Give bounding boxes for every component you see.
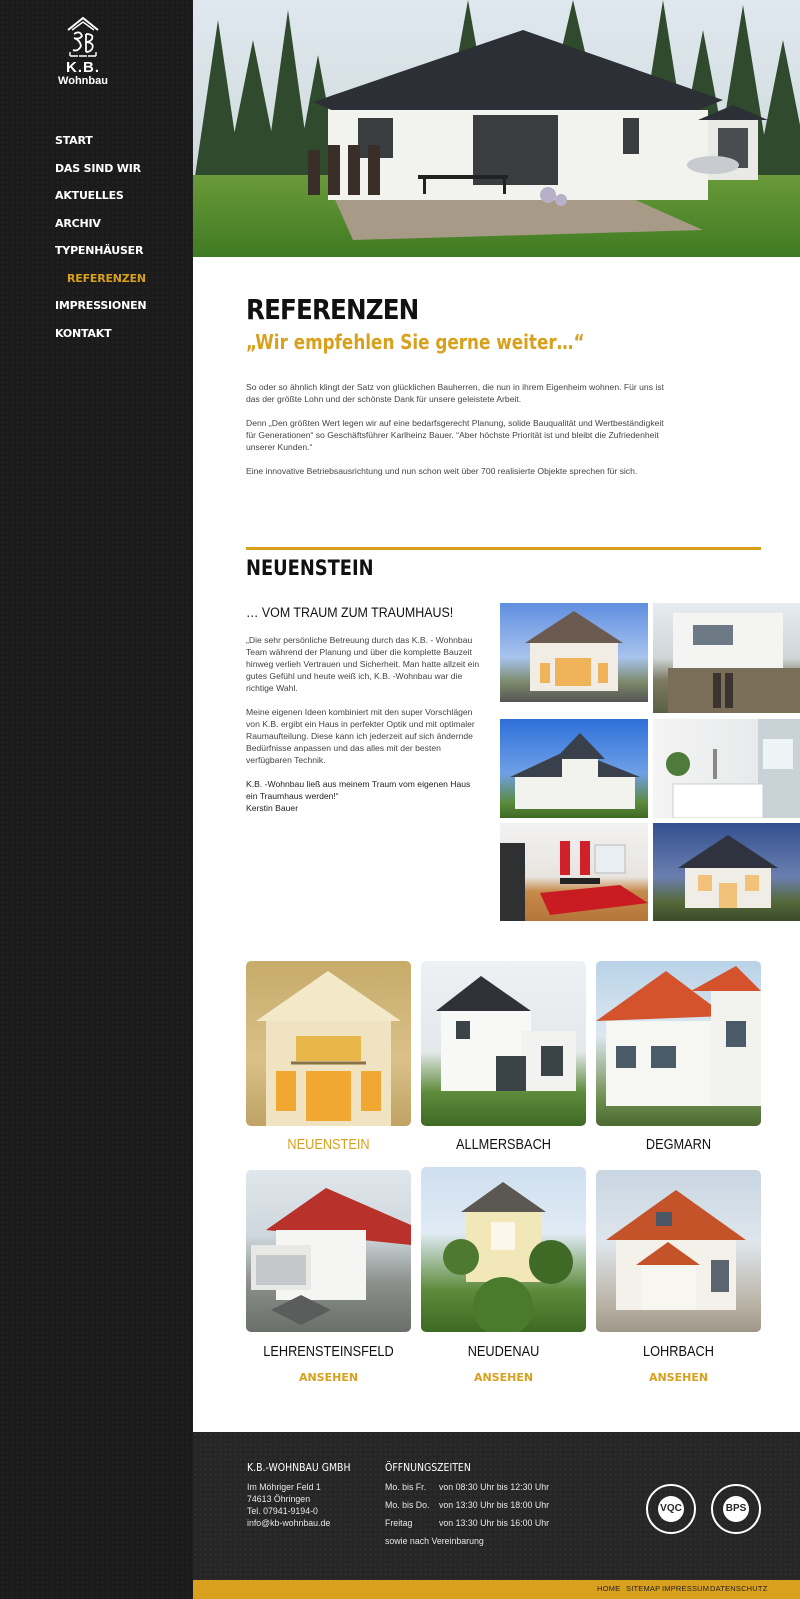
hero-image [193, 0, 800, 257]
house-logo-icon [66, 16, 100, 60]
bps-badge-icon [711, 1484, 761, 1534]
nav-item-aktuelles[interactable]: AKTUELLES [55, 189, 124, 202]
page-subtitle: „Wir empfehlen Sie gerne weiter…“ [246, 330, 585, 354]
footer-city: 74613 Öhringen [247, 1494, 311, 1504]
project-link-neudenau[interactable]: ANSEHEN [473, 1371, 534, 1384]
project-title-lohrbach[interactable]: LOHRBACH [643, 1344, 714, 1360]
gallery-image[interactable] [500, 823, 648, 921]
intro-paragraph: So oder so ähnlich klingt der Satz von glücklichen Bauherren, die nun in ihrem Eigenheim wohnen. Für uns ist das der größte Lohn und der schönste Dank für unsere geleistete Arbeit. [246, 382, 664, 404]
vqc-badge-icon [646, 1484, 696, 1534]
gallery-image[interactable] [653, 823, 800, 921]
reference-heading: NEUENSTEIN [246, 556, 374, 580]
project-title-degmarn[interactable]: DEGMARN [645, 1137, 712, 1153]
footer-link-sitemap[interactable]: SITEMAP [626, 1584, 661, 1593]
bps-badge-label: BPS [723, 1496, 749, 1522]
project-image-neudenau[interactable] [421, 1167, 586, 1332]
gallery-image[interactable] [500, 719, 648, 818]
footer-hours-time: von 13:30 Uhr bis 18:00 Uhr [439, 1500, 550, 1510]
footer-link-impressum[interactable]: IMPRESSUM [662, 1584, 710, 1593]
footer-link-datenschutz[interactable]: DATENSCHUTZ [710, 1584, 768, 1593]
project-link-lohrbach[interactable]: ANSEHEN [648, 1371, 709, 1384]
footer-hours-time: von 08:30 Uhr bis 12:30 Uhr [439, 1482, 550, 1492]
sidebar [0, 0, 193, 1599]
nav-item-referenzen[interactable]: REFERENZEN [67, 271, 146, 285]
intro-paragraph: Eine innovative Betriebsausrichtung und nun schon weit über 700 realisierte Objekte sprechen für sich. [246, 466, 638, 476]
hero-house-illustration [193, 0, 800, 257]
footer-hours-note: sowie nach Vereinbarung [385, 1536, 484, 1546]
gallery-image[interactable] [500, 603, 648, 702]
footer-hours-days: Freitag [385, 1518, 413, 1528]
section-divider [246, 547, 761, 550]
testimonial-paragraph: Meine eigenen Ideen kombiniert mit den super Vorschlägen von K.B. ergibt ein Haus in perfekter Optik und mit optimaler Raumaufteilung. Diese kann ich jederzeit auf sich ändernde Bedürfnisse anpassen und das alles mit der besten verfügbaren Technik. [246, 707, 475, 765]
nav-item-impressionen[interactable]: IMPRESSIONEN [55, 299, 147, 312]
project-image-allmersbach[interactable] [421, 961, 586, 1126]
project-link-lehrensteinsfeld[interactable]: ANSEHEN [298, 1371, 359, 1384]
project-title-neudenau[interactable]: NEUDENAU [467, 1344, 540, 1360]
project-image-neuenstein[interactable] [246, 961, 411, 1126]
logo-text-line1: K.B. [66, 59, 100, 76]
page-title: REFERENZEN [246, 293, 419, 326]
footer-phone[interactable]: Tel. 07941-9194-0 [247, 1506, 318, 1516]
footer-link-home[interactable]: HOME [597, 1584, 621, 1593]
testimonial [246, 634, 481, 814]
nav-item-kontakt[interactable]: KONTAKT [55, 326, 112, 340]
project-title-neuenstein[interactable]: NEUENSTEIN [287, 1137, 370, 1153]
footer-hours-heading: ÖFFNUNGSZEITEN [385, 1461, 471, 1474]
footer-company-heading: K.B.-WOHNBAU GMBH [247, 1461, 351, 1474]
project-title-lehrensteinsfeld[interactable]: LEHRENSTEINSFELD [263, 1344, 394, 1360]
project-image-lehrensteinsfeld[interactable] [246, 1170, 411, 1332]
footer-links-bar [193, 1580, 800, 1599]
reference-tagline: … VOM TRAUM ZUM TRAUMHAUS! [246, 605, 454, 620]
testimonial-closing: K.B. -Wohnbau ließ aus meinem Traum vom eigenen Haus ein Traumhaus werden!“ [246, 779, 471, 801]
nav-item-archiv[interactable]: ARCHIV [55, 216, 101, 230]
gallery-image[interactable] [653, 719, 800, 818]
nav-item-typenhaeuser[interactable]: TYPENHÄUSER [55, 244, 144, 257]
footer-hours-time: von 13:30 Uhr bis 16:00 Uhr [439, 1518, 550, 1528]
nav-item-das-sind-wir[interactable]: DAS SIND WIR [55, 161, 141, 175]
vqc-badge-label: VQC [658, 1496, 684, 1522]
project-image-degmarn[interactable] [596, 961, 761, 1126]
nav-item-start[interactable]: START [55, 134, 93, 147]
logo[interactable] [50, 16, 116, 87]
testimonial-author: Kerstin Bauer [246, 803, 299, 813]
footer-hours-days: Mo. bis Do. [385, 1500, 430, 1510]
footer-email[interactable]: info@kb-wohnbau.de [247, 1518, 331, 1528]
intro-text [246, 381, 666, 489]
project-title-allmersbach[interactable]: ALLMERSBACH [455, 1137, 552, 1153]
gallery-image[interactable] [653, 603, 800, 713]
intro-paragraph: Denn „Den größten Wert legen wir auf eine bedarfsgerecht Planung, solide Bauqualität und Wertbeständigkeit für Generationen“ so Geschäftsführer Karlheinz Bauer. “Aber höchste Priorität ist und bleibt die Zufriedenheit unserer Kunden.“ [246, 418, 664, 452]
logo-text-line2: Wohnbau [58, 75, 108, 87]
footer [193, 1432, 800, 1580]
project-image-lohrbach[interactable] [596, 1170, 761, 1332]
footer-street: Im Möhriger Feld 1 [247, 1482, 321, 1492]
footer-hours-days: Mo. bis Fr. [385, 1482, 427, 1492]
main-nav [55, 133, 146, 353]
testimonial-paragraph: „Die sehr persönliche Betreuung durch das K.B. - Wohnbau Team während der Planung und über die komplette Bauzeit hinweg verlieh Vertrauen und Sicherheit. Man hatte allzeit ein gutes Gefühl und heute weiß ich, K.B. -Wohnbau war die richtige Wahl. [246, 635, 480, 693]
